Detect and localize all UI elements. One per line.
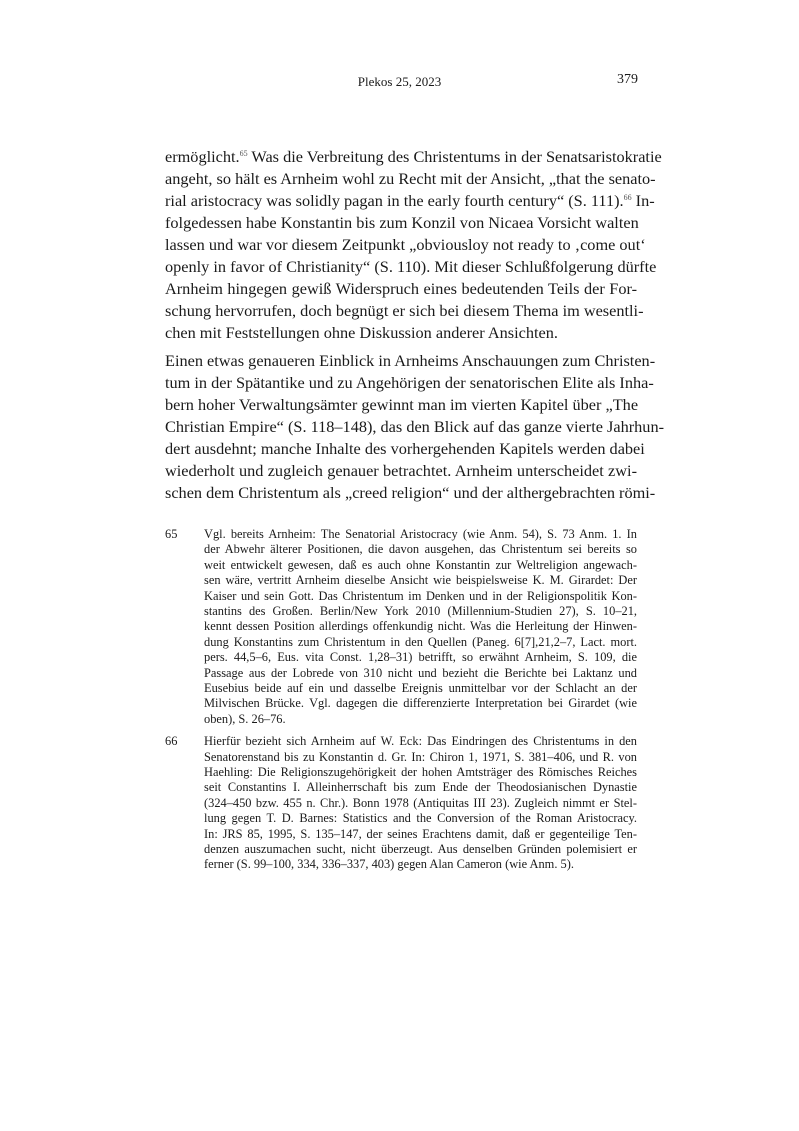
footnote-line: oben), S. 26–76. xyxy=(204,711,286,726)
footnote-line: Haehling: Die Religionszugehörigkeit der hohen Amtsträger des Römisches Reiches xyxy=(204,765,637,779)
footnote-line: dung Konstantins zum Christentum in den Quellen (Paneg. 6[7],21,2–7, Lact. mort. xyxy=(204,634,637,649)
footnote-line: denzen auszumachen sucht, nicht überzeugt. Aus denselben Gründen polemisiert er xyxy=(204,842,637,856)
text-run: ermöglicht. xyxy=(165,147,240,166)
text-run: chen mit Feststellungen ohne Diskussion anderer Ansichten. xyxy=(165,323,558,342)
text-run: tum in der Spätantike und zu Angehörigen der senatorischen Elite als Inha- xyxy=(165,373,654,392)
footnote-line: Kaiser und sein Gott. Das Christentum im Denken und in der Religionspolitik Kon- xyxy=(204,588,637,603)
text-run: rial aristocracy was solidly pagan in the early fourth century“ (S. 111). xyxy=(165,191,624,210)
footnote-number: 66 xyxy=(165,734,178,749)
footnote-line: pers. 44,5–6, Eus. vita Const. 1,28–31) betrifft, so erwähnt Arnheim, S. 109, die xyxy=(204,650,637,665)
text-run: Christian Empire“ (S. 118–148), das den Blick auf das ganze vierte Jahrhun- xyxy=(165,417,665,436)
body-line xyxy=(165,394,637,416)
footnote-line: Hierfür bezieht sich Arnheim auf W. Eck: Das Eindringen des Christentums in den xyxy=(204,734,637,749)
text-run: wiederholt und zugleich genauer betrachtet. Arnheim unterscheidet zwi- xyxy=(165,461,637,480)
footnote-line: weit entwickelt gewesen, daß es auch ohne Konstantin zur Weltreligion angewach- xyxy=(204,557,637,572)
text-run: angeht, so hält es Arnheim wohl zu Recht mit der Ansicht, „that the senato- xyxy=(165,169,656,188)
body-line xyxy=(165,438,645,460)
footnote-line: sen wäre, vertritt Arnheim dieselbe Ansicht wie beispielsweise K. M. Girardet: Der xyxy=(204,573,637,588)
text-run: lassen und war vor diesem Zeitpunkt „obviousloy not ready to ‚come out‘ xyxy=(165,235,646,254)
text-run: Was die Verbreitung des Christentums in der Senatsaristokratie xyxy=(247,147,662,166)
footnote-line: stantins des Großen. Berlin/New York 2010 (Millennium-Studien 27), S. 10–21, xyxy=(204,604,637,618)
body-line xyxy=(165,256,657,278)
body-line xyxy=(165,234,646,256)
body-line xyxy=(165,168,656,190)
body-line xyxy=(165,190,655,212)
body-line xyxy=(165,372,654,394)
footnote-line: seit Constantins I. Alleinherrschaft bis zum Ende der Theodosianischen Dynastie xyxy=(204,780,637,795)
footnote-line: Eusebius beide auf ein und dasselbe Ereignis unmittelbar vor der Schlacht an der xyxy=(204,681,637,695)
body-line xyxy=(165,146,662,168)
running-header: Plekos 25, 2023 xyxy=(357,74,442,89)
footnote-line: ferner (S. 99–100, 334, 336–337, 403) gegen Alan Cameron (wie Anm. 5). xyxy=(204,857,574,872)
text-run: Einen etwas genaueren Einblick in Arnheims Anschauungen zum Christen- xyxy=(165,351,656,370)
footnote-line: In: JRS 85, 1995, S. 135–147, der seines Erachtens damit, daß er gegenteilige Ten- xyxy=(204,826,637,841)
footnote-line: Senatorenstand bis zu Konstantin d. Gr. In: Chiron 1, 1971, S. 381–406, und R. von xyxy=(204,749,637,764)
body-line xyxy=(165,278,637,300)
page-number: 379 xyxy=(617,72,638,87)
footnote-line: Vgl. bereits Arnheim: The Senatorial Aristocracy (wie Anm. 54), S. 73 Anm. 1. In xyxy=(204,527,637,541)
body-line xyxy=(165,300,644,322)
text-run: Arnheim hingegen gewiß Widerspruch eines bedeutenden Teils der For- xyxy=(165,279,637,298)
text-run: schung hervorrufen, doch begnügt er sich bei diesem Thema im wesentli- xyxy=(165,301,644,320)
text-run: schen dem Christentum als „creed religion“ und der althergebrachten römi- xyxy=(165,483,656,502)
body-line xyxy=(165,482,656,504)
body-line xyxy=(165,350,656,372)
footnote-line: Milvischen Brücke. Vgl. dagegen die differenzierte Interpretation bei Girardet (wie xyxy=(204,696,637,711)
text-run: dert ausdehnt; manche Inhalte des vorhergehenden Kapitels werden dabei xyxy=(165,439,645,458)
footnote-line: kennt dessen Position allerdings offenkundig nicht. Was die Herleitung der Hinwen- xyxy=(204,619,637,634)
footnote-line: der Abwehr älterer Positionen, die davon ausgehen, das Christentum sei bereits so xyxy=(204,542,637,557)
body-line xyxy=(165,322,637,344)
text-run: openly in favor of Christianity“ (S. 110). Mit dieser Schlußfolgerung dürfte xyxy=(165,257,657,276)
body-line xyxy=(165,460,637,482)
body-line xyxy=(165,212,637,234)
text-run: bern hoher Verwaltungsämter gewinnt man im vierten Kapitel über „The xyxy=(165,395,639,414)
body-line xyxy=(165,416,665,438)
footnote-number: 65 xyxy=(165,527,178,541)
text-run: In- xyxy=(631,191,655,210)
text-run: folgedessen habe Konstantin bis zum Konzil von Nicaea Vorsicht walten xyxy=(165,213,639,232)
footnote-line: (324–450 bzw. 455 n. Chr.). Bonn 1978 (Antiquitas III 23). Zugleich nimmt er Stel- xyxy=(204,795,637,810)
footnote-reference[interactable]: 65 xyxy=(239,149,248,158)
footnote-line: lung gegen T. D. Barnes: Statistics and the Conversion of the Roman Aristocracy. xyxy=(204,811,637,826)
footnote-reference[interactable]: 66 xyxy=(623,193,632,202)
footnote-line: Passage aus der Lobrede von 310 nicht und bezieht die Berichte bei Laktanz und xyxy=(204,665,637,680)
